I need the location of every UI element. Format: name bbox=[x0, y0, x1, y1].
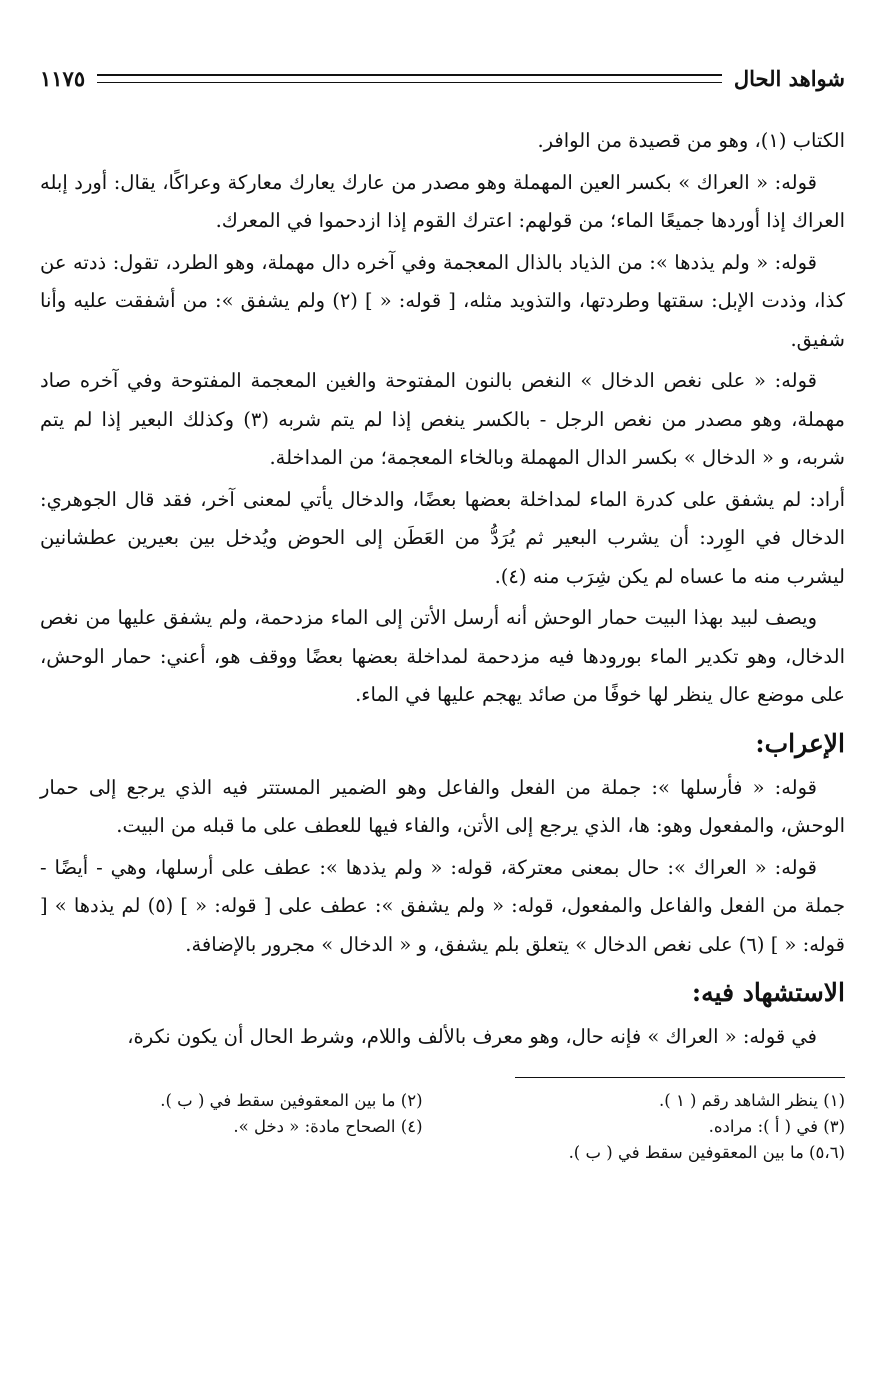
paragraph-1: الكتاب (١)، وهو من قصيدة من الوافر. bbox=[537, 129, 845, 152]
footnote-3: (٣) في ( أ ): مراده. bbox=[708, 1116, 845, 1136]
page-number: ١١٧٥ bbox=[40, 65, 86, 91]
paragraph-6: ويصف لبيد بهذا البيت حمار الوحش أنه أرسل الأتن إلى الماء مزدحمة، ولم يشفق عليها من نغص الدخال، وهو تكدير الماء بورودها فيه مزدحمة لمداخلة بعضها بعضًا ووقف هو، أعني: حمار الوحش، على موضع عال ينظر لها خوفًا من صائد يهجم عليها في الماء. bbox=[40, 606, 845, 706]
paragraph-5: أراد: لم يشفق على كدرة الماء لمداخلة بعضها بعضًا، والدخال يأتي لمعنى آخر، فقد قال الجوهري: الدخال في الوِرد: أن يشرب البعير ثم يُرَدُّ من العَطَن إلى الحوض ويُدخل بين بعيرين عطشانين ليشرب منه ما عساه لم يكن شِرَب منه (٤). bbox=[40, 487, 845, 588]
book-page bbox=[40, 58, 845, 1166]
paragraph-4: قوله: « على نغص الدخال » النغص بالنون المفتوحة والغين المعجمة المفتوحة وفي آخره صاد مهملة، وهو مصدر من نغص الرجل - بالكسر ينغص إذا لم يتم شربه (٣) وكذلك البعير إذا لم يتم شربه، و « الدخال » بكسر الدال المهملة وبالخاء المعجمة؛ من المداخلة. bbox=[40, 369, 845, 469]
paragraph-8: قوله: « العراك »: حال بمعنى معتركة، قوله: « ولم يذدها »: عطف على أرسلها، وهي - أيضًا - جملة من الفعل والفاعل والمفعول، قوله: « ولم يشفق »: عطف على [ قوله: « ] (٥) لم يذدها » [ قوله: « ] (٦) على نغص الدخال » يتعلق بلم يشفق، و « الدخال » مجرور بالإضافة. bbox=[40, 855, 845, 956]
footnote-2: (٢) ما بين المعقوفين سقط في ( ب ). bbox=[160, 1090, 423, 1110]
footnote-rule bbox=[515, 1077, 845, 1078]
paragraph-2: قوله: « العراك » بكسر العين المهملة وهو مصدر من عارك يعارك معاركة وعراكًا، يقال: أورد إبله العراك إذا أوردها جميعًا الماء؛ من قولهم: اعترك القوم إذا ازدحموا في المعرك. bbox=[40, 170, 845, 232]
footnote-5-6: (٥،٦) ما بين المعقوفين سقط في ( ب ). bbox=[568, 1142, 845, 1162]
paragraph-3: قوله: « ولم يذدها »: من الذياد بالذال المعجمة وفي آخره دال مهملة، وهو الطرد، تقول: ذدته عن كذا، وذدت الإبل: سقتها وطردتها، والتذويد مثله، [ قوله: « ] (٢) ولم يشفق »: من أشفقت عليه وأنا شفيق. bbox=[40, 250, 845, 351]
footnote-4: (٤) الصحاح مادة: « دخل ». bbox=[233, 1116, 423, 1136]
footnote-1: (١) ينظر الشاهد رقم ( ١ ). bbox=[659, 1090, 845, 1110]
page-header bbox=[40, 58, 845, 98]
heading-irab: الإعراب: bbox=[755, 728, 845, 758]
paragraph-9: في قوله: « العراك » فإنه حال، وهو معرف بالألف واللام، وشرط الحال أن يكون نكرة، bbox=[127, 1025, 817, 1048]
heading-istishhad: الاستشهاد فيه: bbox=[691, 978, 845, 1007]
running-title: شواهد الحال bbox=[733, 65, 845, 91]
main-text bbox=[40, 122, 845, 1057]
footnotes bbox=[40, 1088, 845, 1166]
header-rule bbox=[97, 74, 722, 83]
paragraph-7: قوله: « فأرسلها »: جملة من الفعل والفاعل وهو الضمير المستتر فيه الذي يرجع إلى حمار الوحش، والمفعول وهو: ها، الذي يرجع إلى الأتن، والفاء فيها للعطف على ما قبله من البيت. bbox=[40, 775, 845, 837]
